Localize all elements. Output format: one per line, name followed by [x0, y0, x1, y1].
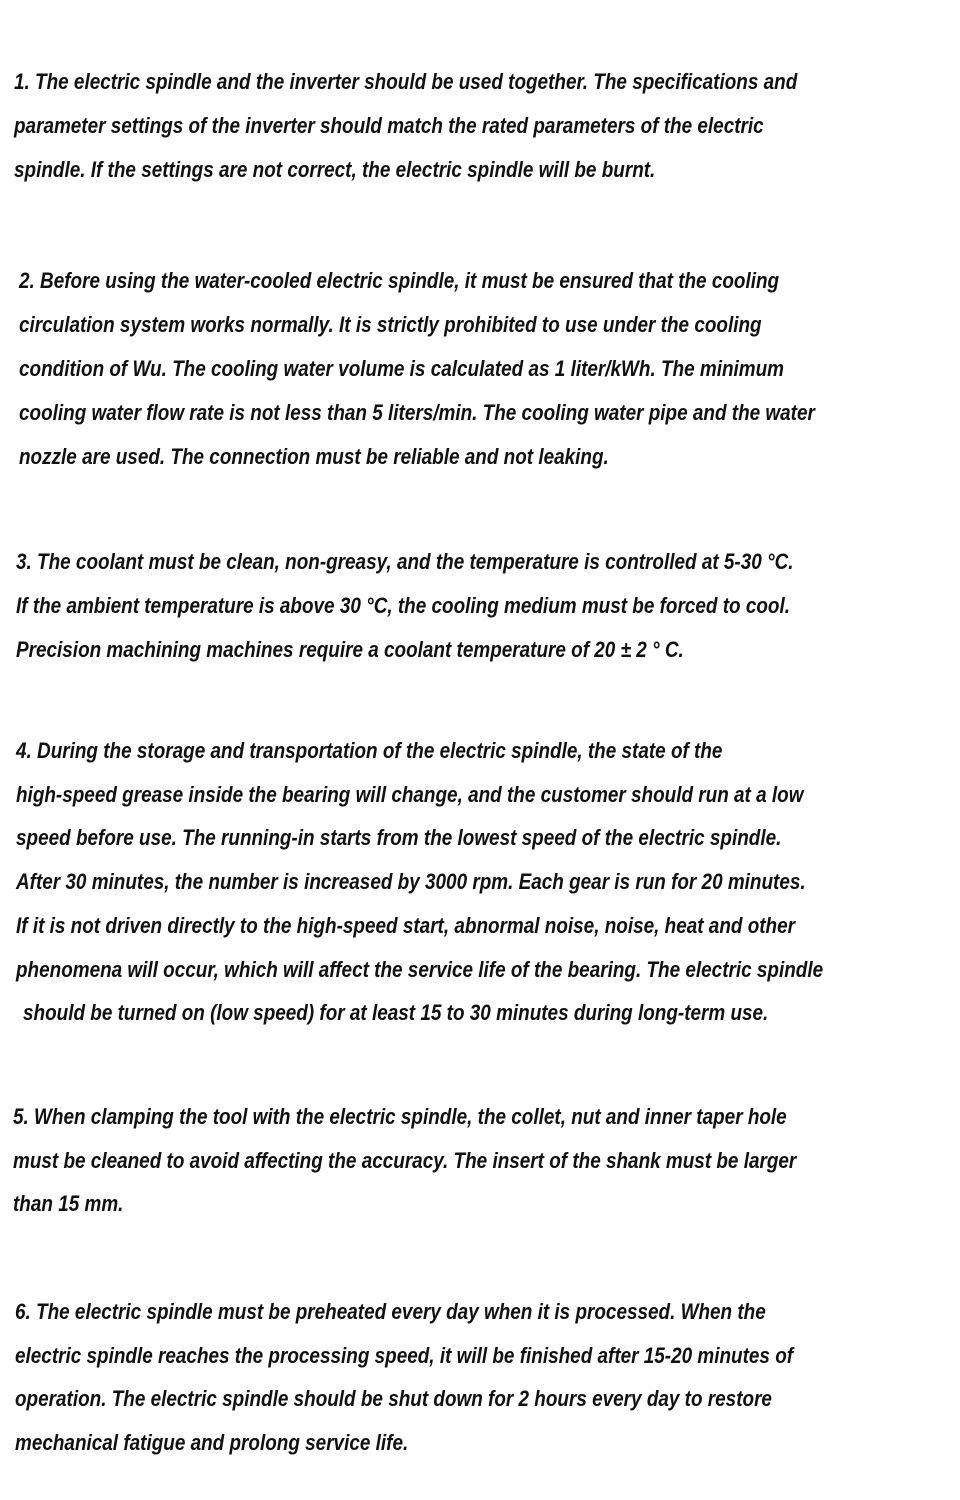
- paragraph-4-line-7: should be turned on (low speed) for at least 15 to 30 minutes during long-term use.: [23, 1000, 769, 1025]
- paragraph-3-line-2: If the ambient temperature is above 30 °C, the cooling medium must be forced to cool.: [16, 593, 790, 618]
- paragraph-5-line-1: 5. When clamping the tool with the electric spindle, the collet, nut and inner taper hole: [13, 1104, 787, 1129]
- paragraph-2-line-2: circulation system works normally. It is strictly prohibited to use under the cooling: [19, 312, 762, 337]
- paragraph-6-line-2: electric spindle reaches the processing speed, it will be finished after 15-20 minutes of: [15, 1343, 794, 1368]
- paragraph-4-line-6: phenomena will occur, which will affect the service life of the bearing. The electric spindle: [16, 957, 824, 982]
- paragraph-2-line-1: 2. Before using the water-cooled electric spindle, it must be ensured that the cooling: [19, 268, 780, 293]
- paragraph-6-line-3: operation. The electric spindle should be shut down for 2 hours every day to restore: [15, 1386, 772, 1411]
- paragraph-4-line-4: After 30 minutes, the number is increased by 3000 rpm. Each gear is run for 20 minutes.: [16, 869, 806, 894]
- paragraph-1-line-3: spindle. If the settings are not correct, the electric spindle will be burnt.: [14, 157, 656, 182]
- paragraph-4-line-1: 4. During the storage and transportation of the electric spindle, the state of the: [16, 738, 723, 763]
- paragraph-6-line-1: 6. The electric spindle must be preheated every day when it is processed. When the: [15, 1299, 766, 1324]
- paragraph-2-line-3: condition of Wu. The cooling water volume is calculated as 1 liter/kWh. The minimum: [19, 356, 784, 381]
- paragraph-1-line-1: 1. The electric spindle and the inverter should be used together. The specifications and: [14, 69, 798, 94]
- paragraph-1-line-2: parameter settings of the inverter should match the rated parameters of the electric: [14, 113, 764, 138]
- paragraph-2-line-4: cooling water flow rate is not less than 5 liters/min. The cooling water pipe and the water: [19, 400, 815, 425]
- paragraph-2-line-5: nozzle are used. The connection must be reliable and not leaking.: [19, 444, 609, 469]
- paragraph-3-line-1: 3. The coolant must be clean, non-greasy, and the temperature is controlled at 5-30 °C.: [16, 549, 794, 574]
- paragraph-4-line-3: speed before use. The running-in starts from the lowest speed of the electric spindle.: [16, 825, 782, 850]
- paragraph-5-line-2: must be cleaned to avoid affecting the accuracy. The insert of the shank must be larger: [13, 1148, 797, 1173]
- paragraph-3-line-3: Precision machining machines require a coolant temperature of 20 ± 2 ° C.: [16, 637, 684, 662]
- paragraph-4-line-2: high-speed grease inside the bearing will change, and the customer should run at a low: [16, 782, 804, 807]
- paragraph-6-line-4: mechanical fatigue and prolong service life.: [15, 1430, 409, 1455]
- paragraph-4-line-5: If it is not driven directly to the high-speed start, abnormal noise, noise, heat and other: [16, 913, 795, 938]
- paragraph-5-line-3: than 15 mm.: [13, 1191, 124, 1216]
